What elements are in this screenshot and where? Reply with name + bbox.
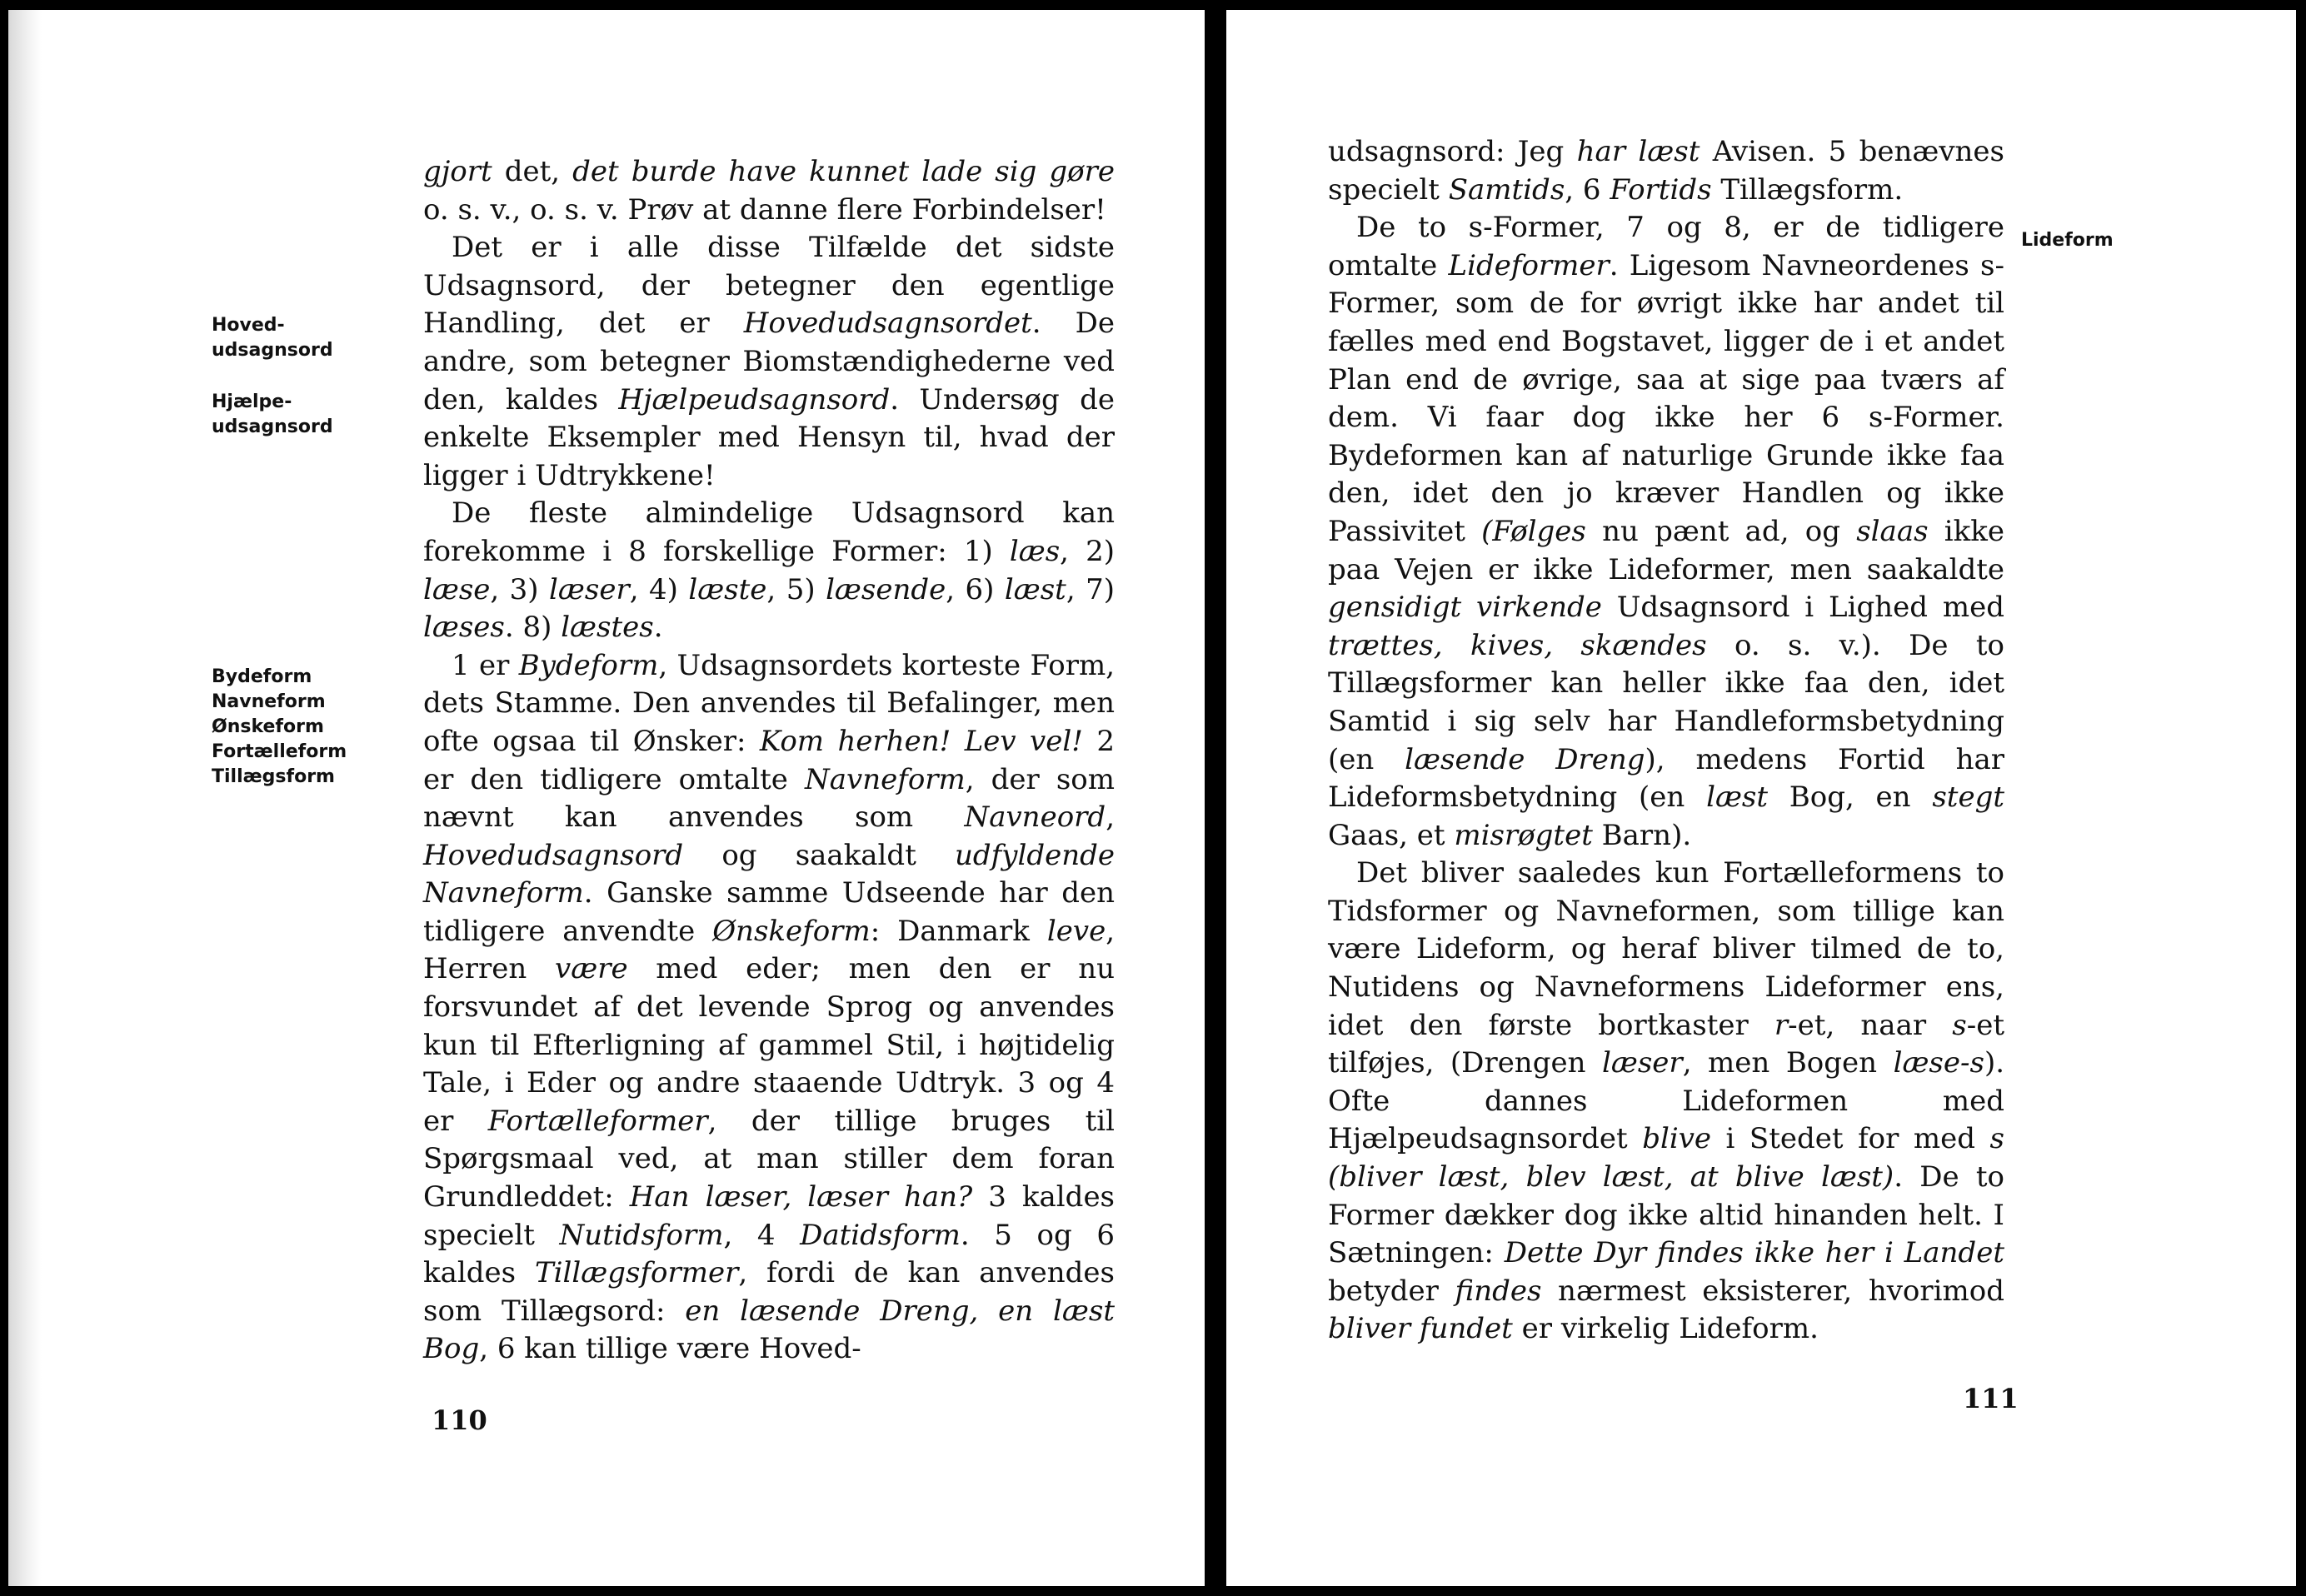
paragraph: 1 er Bydeform, Udsagnsordets korteste Form, dets Stamme. Den anvendes til Befalinger, men ofte ogsaa til Ønsker: Kom herhen! Lev vel! 2 er den tidligere omtalte Navneform, der som nævnt kan anvendes som Navneord, Hovedudsagnsord og saakaldt udfyldende Navneform. Ganske samme Udseende har den tidligere anvendte Ønskeform: Danmark leve, Herren være med eder; men den er nu forsvundet af det levende Sprog og anvendes kun til Efterligning af gammel Stil, i højtidelig Tale, i Eder og andre staaende Udtryk. 3 og 4 er Fortælleformer, der tillige bruges til Spørgsmaal ved, at man stiller dem foran Grundleddet: Han læser, læser han? 3 kaldes specielt Nutidsform, 4 Datidsform. 5 og 6 kaldes Tillægsformer, fordi de kan anvendes som Tillægsord: en læsende Dreng, en læst Bog, 6 kan tillige være Hoved-	[423, 648, 1116, 1366]
italic-term: Lideformer	[1448, 248, 1610, 282]
italic-term: en læsende Dreng, en læst Bog	[423, 1294, 1116, 1366]
italic-term: Hovedudsagnsord	[423, 838, 684, 872]
right-body-text	[1328, 133, 2004, 1349]
italic-term: læst	[1706, 781, 1769, 815]
italic-term: trættes, kives, skændes	[1328, 628, 1707, 662]
margin-note-forms	[212, 665, 347, 790]
margin-note-fortaelleform: Fortælleform	[212, 741, 347, 762]
italic-term: Hovedudsagnsordet	[743, 307, 1032, 341]
right-page	[1226, 10, 2296, 1586]
italic-term: Fortids	[1610, 172, 1712, 207]
italic-term: Fortælleformer	[487, 1104, 708, 1138]
italic-term: læsende Dreng	[1405, 742, 1645, 776]
italic-term: læser	[1602, 1046, 1683, 1080]
italic-term: Nutidsform	[559, 1218, 724, 1252]
margin-note-tillaegsform: Tillægsform	[212, 766, 335, 787]
italic-term: læse-s	[1893, 1046, 1984, 1080]
page-number-left: 110	[432, 1404, 487, 1436]
paragraph: gjort det, det burde have kunnet lade sig gøre o. s. v., o. s. v. Prøv at danne flere Forbindelser!	[423, 155, 1115, 227]
italic-term: læst	[1004, 572, 1066, 606]
italic-term: gjort	[423, 155, 492, 188]
paragraph: udsagnsord: Jeg har læst Avisen. 5 benævnes specielt Samtids, 6 Fortids Tillægsform.	[1328, 135, 2004, 207]
italic-term: Kom herhen! Lev vel!	[759, 724, 1083, 758]
italic-term: Navneform	[804, 762, 966, 796]
italic-term: blive	[1642, 1122, 1712, 1156]
margin-note-lideform: Lideform	[2021, 230, 2114, 251]
italic-term: læse	[423, 572, 491, 606]
italic-term: Bydeform	[518, 648, 659, 682]
italic-term: findes	[1455, 1274, 1542, 1308]
italic-term: har læst	[1576, 135, 1700, 168]
page-number-right: 111	[1963, 1383, 2019, 1414]
margin-note-bydeform: Bydeform	[212, 666, 312, 687]
paragraph: Det er i alle disse Tilfælde det sidste Udsagnsord, der betegner den egentlige Handling, det er Hovedudsagnsordet. De andre, som betegner Biomstændighederne ved den, kaldes Hjælpeudsagnsord. Undersøg de enkelte Eksempler med Hensyn til, hvad der ligger i Udtrykkene!	[423, 231, 1115, 492]
italic-term: læstes	[561, 611, 654, 645]
italic-term: slaas	[1856, 514, 1929, 548]
italic-term: Datidsform	[800, 1218, 961, 1252]
italic-term: Tillægsformer	[534, 1256, 739, 1290]
italic-term: Dette Dyr findes ikke her i Landet	[1504, 1236, 2004, 1270]
margin-note-line: udsagnsord	[212, 340, 333, 361]
margin-note-line: udsagnsord	[212, 416, 333, 437]
left-page	[8, 10, 1205, 1586]
italic-term: (Følges	[1481, 514, 1586, 548]
italic-term: udfyldende Navneform	[423, 838, 1115, 910]
left-body-text	[423, 153, 1115, 1369]
italic-term: læste	[688, 572, 767, 606]
italic-term: leve	[1046, 914, 1106, 948]
margin-note-hovedudsagnsord	[212, 313, 333, 363]
italic-term: Navneord	[964, 800, 1106, 835]
margin-note-line: Hoved-	[212, 315, 285, 336]
italic-term: læser	[549, 572, 630, 606]
italic-term: Ønskeform	[712, 914, 871, 948]
margin-note-hjaelpeudsagnsord	[212, 390, 333, 440]
italic-term: det burde have kunnet lade sig gøre	[572, 155, 1115, 188]
italic-term: r	[1774, 1008, 1789, 1042]
italic-term: læses	[423, 611, 505, 645]
italic-term: s (bliver læst, blev læst, at blive læst)	[1328, 1122, 2004, 1195]
margin-note-onskeform: Ønskeform	[212, 716, 324, 737]
italic-term: misrøgtet	[1454, 818, 1593, 852]
margin-note-line: Hjælpe-	[212, 392, 292, 412]
paragraph: De to s-Former, 7 og 8, er de tidligere omtalte Lideformer. Ligesom Navneordenes s-Former, som de for øvrigt ikke har andet til fælles med end Bogstavet, ligger de i et andet Plan end de øvrige, saa at sige paa tværs af dem. Vi faar dog ikke her 6 s-Former. Bydeformen kan af naturlige Grunde ikke faa den, idet den jo kræver Handlen og ikke Passivitet (Følges nu pænt ad, og slaas ikke paa Vejen er ikke Lideformer, men saakaldte gensidigt virkende Udsagnsord i Lighed med trættes, kives, skændes o. s. v.). De to Tillægsformer kan heller ikke faa den, idet Samtid i sig selv har Handleformsbetydning (en læsende Dreng), medens Fortid har Lideformsbetydning (en læst Bog, en stegt Gaas, et misrøgtet Barn).	[1328, 211, 2005, 852]
italic-term: Han læser, læser han?	[629, 1180, 973, 1214]
italic-term: Samtids	[1448, 172, 1565, 207]
italic-term: læsende	[826, 572, 946, 606]
paragraph: Det bliver saaledes kun Fortælleformens to Tidsformer og Navneformen, som tillige kan være Lideform, og heraf bliver tilmed de to, Nutidens og Navneformens Lideformer ens, idet den første bortkaster r-et, naar s-et tilføjes, (Drengen læser, men Bogen læse-s). Ofte dannes Lideformen med Hjælpeudsagnsordet blive i Stedet for med s (bliver læst, blev læst, at blive læst). De to Former dækker dog ikke altid hinanden helt. I Sætningen: Dette Dyr findes ikke her i Landet betyder findes nærmest eksisterer, hvorimod bliver fundet er virkelig Lideform.	[1328, 856, 2005, 1346]
italic-term: læs	[1009, 534, 1061, 568]
italic-term: stegt	[1932, 781, 2005, 815]
italic-term: bliver fundet	[1328, 1312, 1513, 1346]
italic-term: s	[1952, 1008, 1967, 1042]
paragraph: De fleste almindelige Udsagnsord kan forekomme i 8 forskellige Former: 1) læs, 2) læse, 3) læser, 4) læste, 5) læsende, 6) læst, 7) læses. 8) læstes.	[423, 496, 1116, 645]
page-edge-shadow	[8, 10, 42, 1586]
italic-term: Hjælpeudsagnsord	[618, 382, 891, 416]
italic-term: gensidigt virkende	[1328, 591, 1602, 625]
margin-note-navneform: Navneform	[212, 691, 326, 712]
italic-term: være	[555, 952, 628, 986]
